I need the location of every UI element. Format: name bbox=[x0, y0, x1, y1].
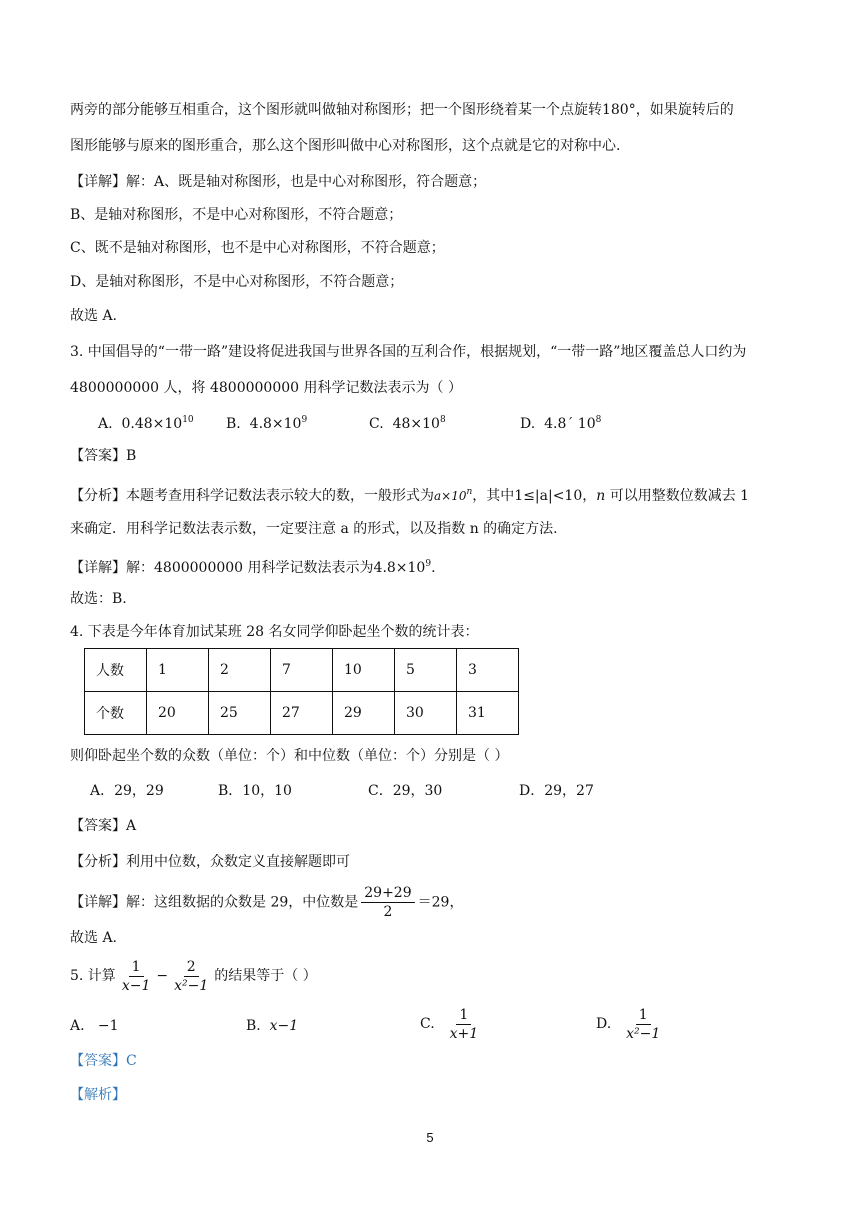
q5-option-b: B. x−1 bbox=[246, 1018, 299, 1034]
q3-option-a: A. $0.48\times 10^{10}$ bbox=[98, 415, 194, 432]
table-cell: 2 bbox=[209, 649, 271, 692]
q4-option-b: B．10，10 bbox=[218, 783, 292, 799]
table-row bbox=[85, 692, 519, 735]
fraction-1: $\frac{1}{x-1}$ bbox=[121, 958, 151, 994]
table-cell: 27 bbox=[271, 692, 333, 735]
stats-table bbox=[84, 648, 519, 735]
q5-option-c: C. $\frac{1}{x+1}$ bbox=[420, 1004, 484, 1044]
q3-stem-line1: 3. 中国倡导的“一带一路”建设将促进我国与世界各国的互利合作，根据规划，“一带一路”地区覆盖总人口约为 bbox=[70, 344, 747, 360]
text-line: B、是轴对称图形，不是中心对称图形，不符合题意； bbox=[70, 207, 403, 223]
q4-option-c: C．29，30 bbox=[368, 783, 443, 799]
q3-option-d: D. 4.8´ $10^8$ bbox=[520, 415, 602, 432]
q4-option-d: D．29，27 bbox=[519, 783, 594, 799]
text-line: 图形能够与原来的图形重合，那么这个图形叫做中心对称图形，这个点就是它的对称中心. bbox=[70, 138, 621, 154]
q4-choose: 故选 A. bbox=[70, 930, 118, 946]
table-row-header: 个数 bbox=[85, 692, 147, 735]
q4-detail: 【详解】解：这组数据的众数是 29，中位数是 $\frac{29+29}{2}$ ＝29， bbox=[70, 885, 464, 920]
q3-answer: 【答案】B bbox=[70, 448, 137, 464]
q4-analysis: 【分析】利用中位数，众数定义直接解题即可 bbox=[70, 854, 350, 870]
q3-option-c: C. $48\times 10^8$ bbox=[369, 415, 446, 432]
q4-answer: 【答案】A bbox=[70, 818, 137, 834]
fraction-2: $\frac{2}{\text{x²−1}}$ bbox=[174, 958, 209, 994]
q5-stem: 5. 计算 $\frac{1}{x-1}$ − $\frac{2}{\text{x²−1}}$ 的结果等于（ ） bbox=[70, 958, 317, 994]
option-d-fraction: $\frac{1}{\text{x²−1}}$ bbox=[626, 1006, 661, 1042]
q4-option-a: A．29，29 bbox=[90, 783, 164, 799]
table-cell: 5 bbox=[395, 649, 457, 692]
option-c-fraction: $\frac{1}{x+1}$ bbox=[449, 1006, 479, 1042]
table-cell: 7 bbox=[271, 649, 333, 692]
q5-answer: 【答案】C bbox=[70, 1053, 137, 1069]
q5-option-d: D. $\frac{1}{\text{x²−1}}$ bbox=[596, 1004, 666, 1044]
q4-stem: 4. 下表是今年体育加试某班 28 名女同学仰卧起坐个数的统计表： bbox=[70, 624, 479, 640]
text-line: 【详解】解：A、既是轴对称图形，也是中心对称图形，符合题意； bbox=[70, 174, 487, 190]
table-cell: 30 bbox=[395, 692, 457, 735]
q3-analysis-line2: 来确定．用科学记数法表示数，一定要注意 a 的形式，以及指数 n 的确定方法. bbox=[70, 521, 558, 537]
table-cell: 29 bbox=[333, 692, 395, 735]
table-row bbox=[85, 649, 519, 692]
table-cell: 20 bbox=[147, 692, 209, 735]
q3-option-b: B. $4.8\times 10^9$ bbox=[226, 415, 308, 432]
page-number: 5 bbox=[426, 1130, 434, 1145]
q3-stem-line2: 4800000000 人，将 4800000000 用科学记数法表示为（ ） bbox=[70, 380, 462, 396]
table-cell: 1 bbox=[147, 649, 209, 692]
q3-analysis-line1: 【分析】本题考查用科学记数法表示较大的数，一般形式为$a\times 10^n$，其中1≤|a|<10，n 可以用整数位数减去 1 bbox=[70, 487, 750, 504]
text-line: C、既不是轴对称图形，也不是中心对称图形，不符合题意； bbox=[70, 240, 445, 256]
q3-choose: 故选：B. bbox=[70, 591, 127, 607]
text-line: D、是轴对称图形，不是中心对称图形，不符合题意； bbox=[70, 274, 404, 290]
q3-detail: 【详解】解：4800000000 用科学记数法表示为$4.8\times 10^9$. bbox=[70, 559, 436, 576]
table-cell: 25 bbox=[209, 692, 271, 735]
q5-analysis: 【解析】 bbox=[70, 1087, 126, 1103]
table-cell: 3 bbox=[457, 649, 519, 692]
text-line: 故选 A. bbox=[70, 308, 118, 324]
median-fraction: $\frac{29+29}{2}$ bbox=[361, 884, 414, 921]
text-line: 两旁的部分能够互相重合，这个图形就叫做轴对称图形；把一个图形绕着某一个点旋转180°，如果旋转后的 bbox=[70, 102, 734, 118]
q5-option-a: A. −1 bbox=[70, 1018, 119, 1034]
q4-question: 则仰卧起坐个数的众数（单位：个）和中位数（单位：个）分别是（ ） bbox=[70, 748, 509, 764]
table-cell: 10 bbox=[333, 649, 395, 692]
table-row-header: 人数 bbox=[85, 649, 147, 692]
table-cell: 31 bbox=[457, 692, 519, 735]
